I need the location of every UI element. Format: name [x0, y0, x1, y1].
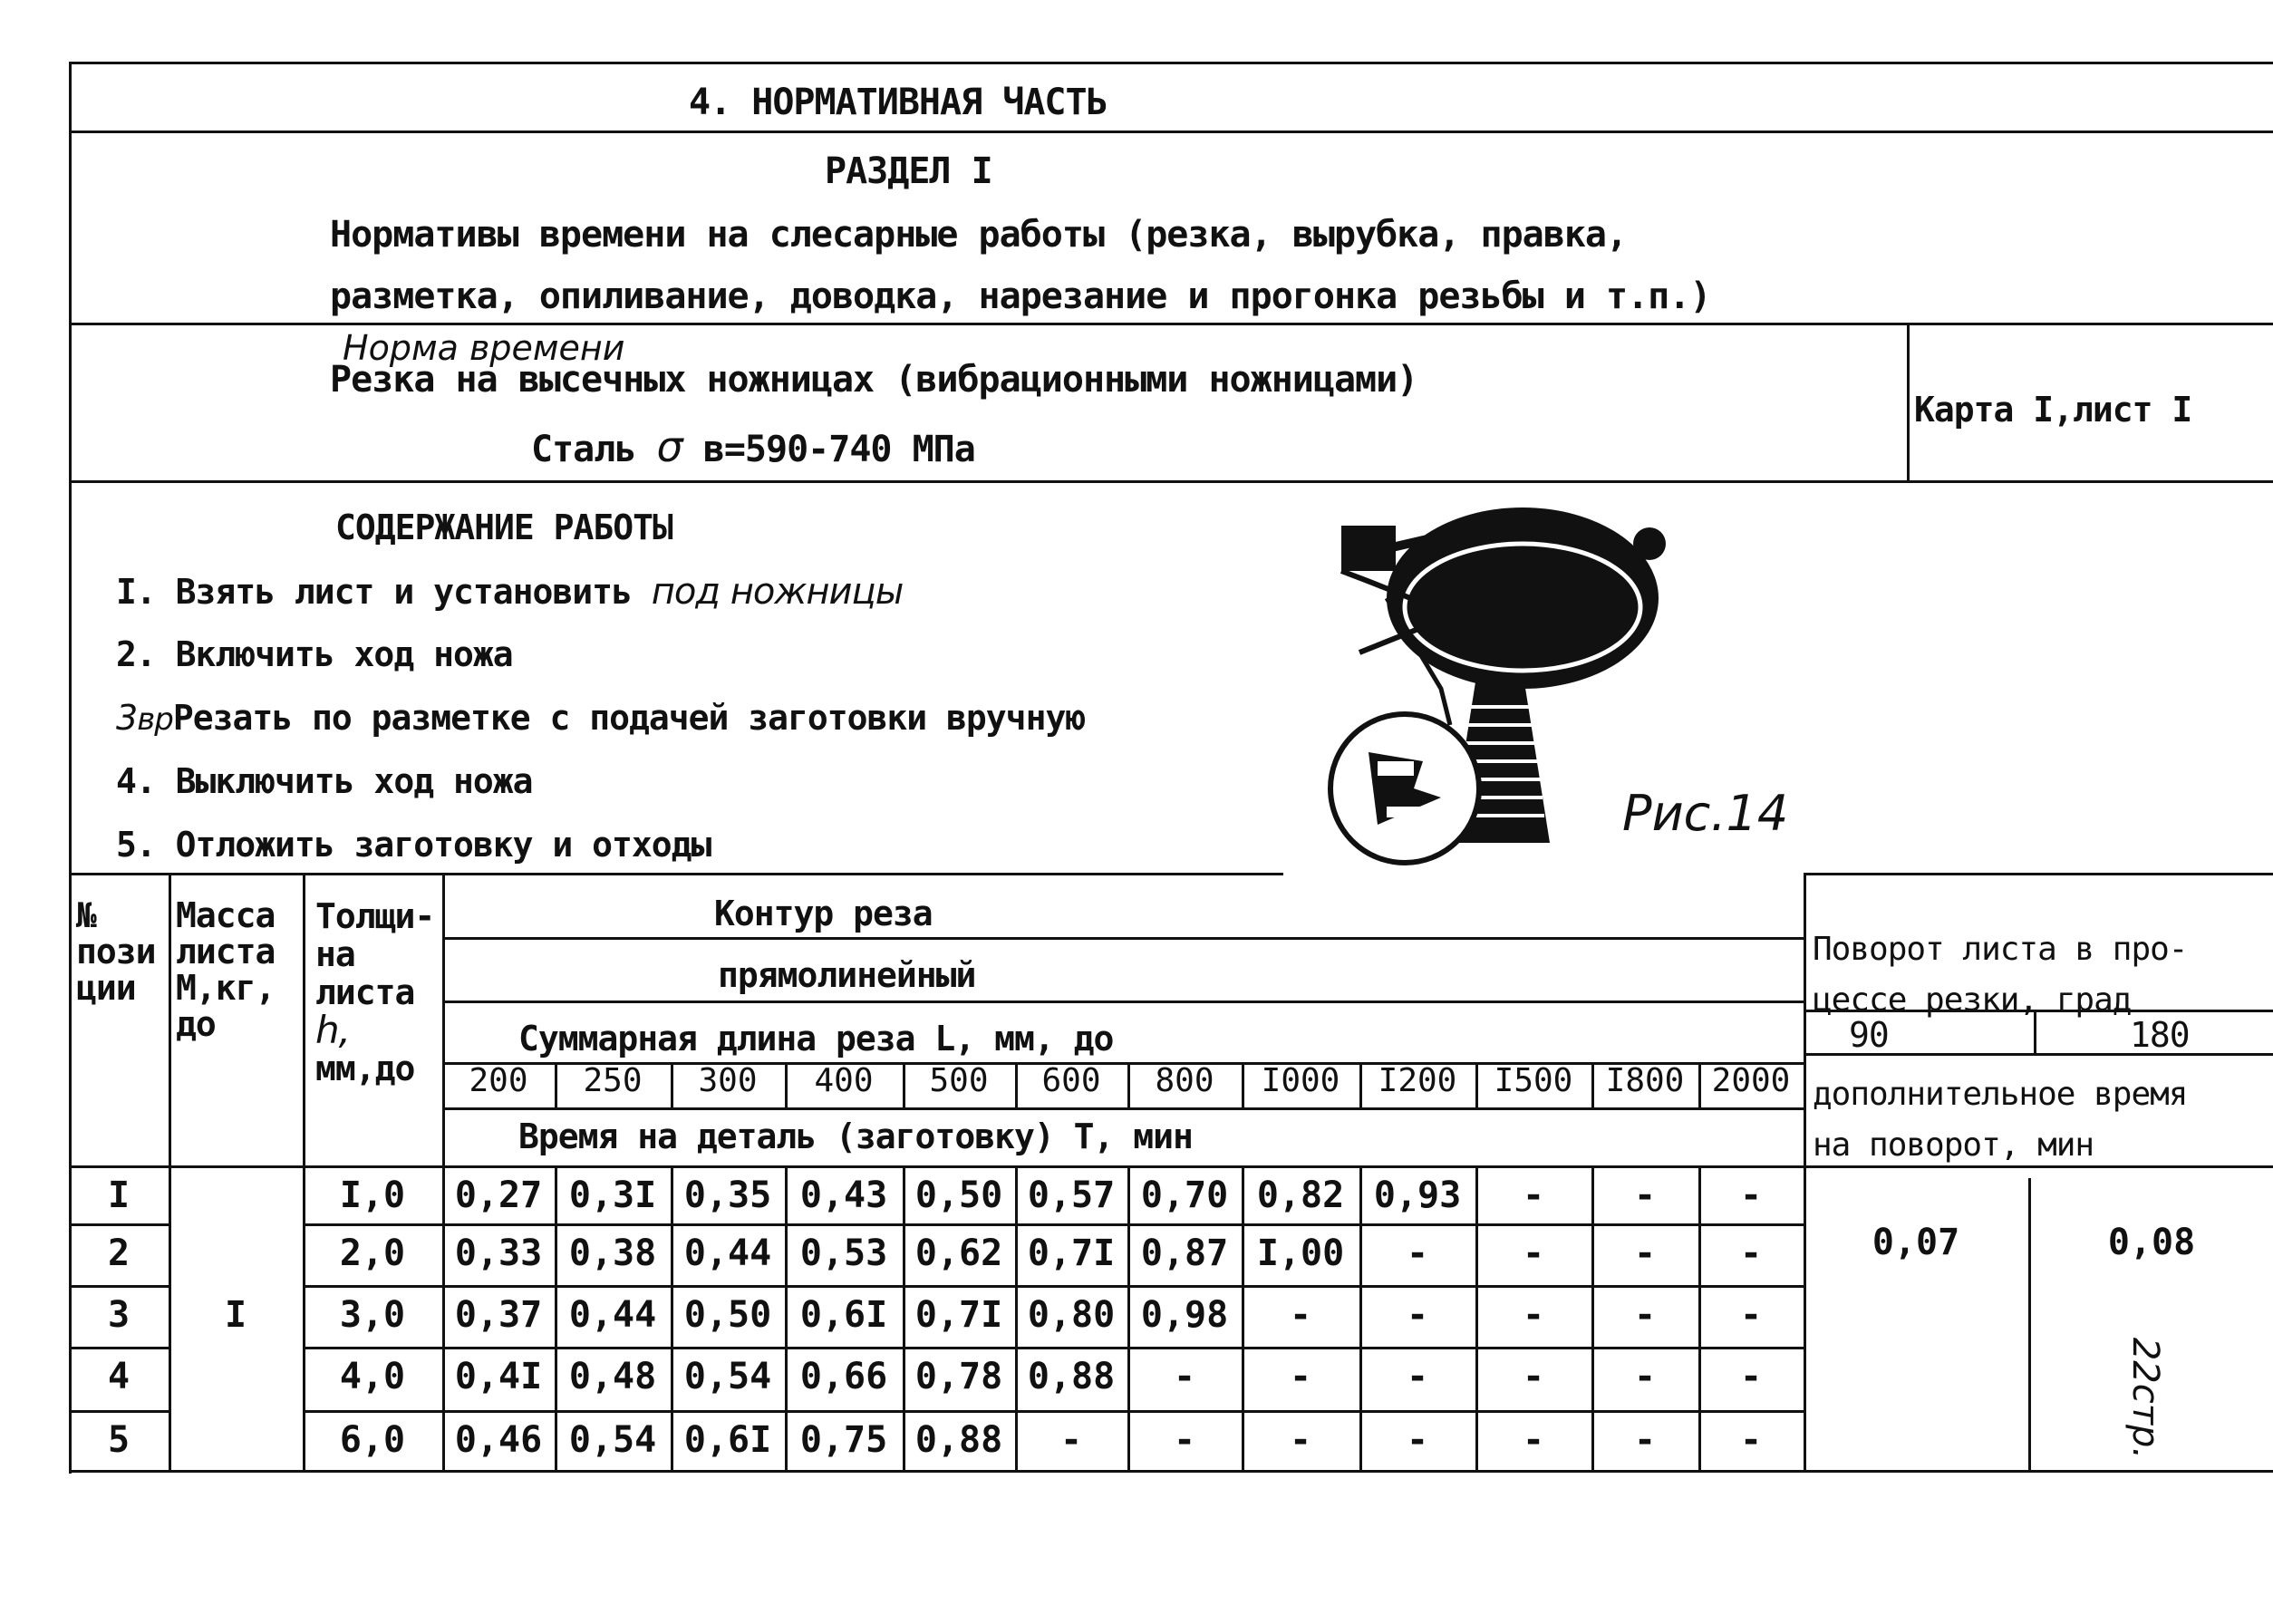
time-cell: 0,57: [1027, 1174, 1116, 1216]
row-thickness: 4,0: [339, 1356, 406, 1397]
divider-after-title: [69, 130, 2273, 133]
row-line-2: [69, 1285, 169, 1288]
time-cell: -: [1289, 1356, 1312, 1397]
time-cell: 0,48: [568, 1356, 657, 1397]
time-cell: -: [1739, 1294, 1763, 1336]
time-cell: 0,4I: [454, 1356, 543, 1397]
time-cell: 0,44: [683, 1232, 772, 1274]
time-cell: -: [1522, 1294, 1545, 1336]
card-divider: [1907, 323, 1910, 482]
work-step-5: 5. Отложить заготовку и отходы: [116, 825, 711, 865]
mass-value: I: [224, 1294, 247, 1336]
time-cell: -: [1173, 1419, 1196, 1461]
time-cell: 0,98: [1140, 1294, 1229, 1336]
work-step-4: 4. Выключить ход ножа: [116, 761, 533, 801]
row-thickness: 3,0: [339, 1294, 406, 1336]
row-line-time: [442, 1107, 1804, 1110]
figure-caption: Рис.14: [1622, 785, 1789, 842]
time-cell: 0,75: [799, 1419, 888, 1461]
time-cell: -: [1522, 1174, 1545, 1216]
time-cell: 0,33: [454, 1232, 543, 1274]
time-cell: 0,80: [1027, 1294, 1116, 1336]
top-border: [69, 62, 2273, 64]
length-header: 400: [814, 1062, 874, 1099]
row-line-3: [69, 1347, 169, 1349]
time-cell: -: [1289, 1419, 1312, 1461]
time-cell: -: [1406, 1294, 1429, 1336]
time-cell: -: [1739, 1232, 1763, 1274]
time-cell: 0,43: [799, 1174, 888, 1216]
time-cell: 0,50: [683, 1294, 772, 1336]
work-step-3: 3врРезать по разметке с подачей заготовки вручную: [116, 698, 1086, 738]
contour-type: прямолинейный: [718, 955, 976, 995]
work-step-1: I. Взять лист и установить под ножницы: [116, 571, 904, 613]
razdel-label: РАЗДЕЛ I: [825, 150, 992, 192]
time-cell: -: [1633, 1174, 1657, 1216]
time-cell: 0,54: [568, 1419, 657, 1461]
time-cell: -: [1406, 1419, 1429, 1461]
time-cell: 0,66: [799, 1356, 888, 1397]
extra-time-label: дополнительное время на поворот, мин: [1813, 1076, 2188, 1164]
time-cell: 0,7I: [1027, 1232, 1116, 1274]
time-cell: 0,87: [1140, 1232, 1229, 1274]
row-thickness: 6,0: [339, 1419, 406, 1461]
time-cell: 0,53: [799, 1232, 888, 1274]
time-cell: 0,54: [683, 1356, 772, 1397]
motor: [1341, 526, 1396, 571]
row-pos: I: [107, 1174, 131, 1216]
time-cell: 0,6I: [799, 1294, 888, 1336]
divider-before-table-right: [1804, 873, 2273, 875]
hdr-pos: № пози ции: [76, 895, 156, 1008]
time-cell: -: [1633, 1356, 1657, 1397]
time-cell: 0,88: [914, 1419, 1003, 1461]
time-cell: 0,62: [914, 1232, 1003, 1274]
steel-prefix: Сталь: [531, 429, 636, 470]
time-cell: -: [1059, 1419, 1083, 1461]
time-cell: 0,6I: [683, 1419, 772, 1461]
row-line-3b: [303, 1347, 1804, 1349]
divider-after-subtitle: [69, 323, 2273, 325]
time-cell: 0,70: [1140, 1174, 1229, 1216]
length-header: 200: [469, 1062, 528, 1099]
length-header: 2000: [1711, 1062, 1791, 1099]
time-cell: 0,3I: [568, 1174, 657, 1216]
rotation-label: Поворот листа в про- цессе резки, град: [1813, 931, 2188, 1019]
row-pos: 3: [107, 1294, 131, 1336]
row-line-2b: [303, 1285, 1804, 1288]
time-label: Время на деталь (заготовку) Т, мин: [518, 1116, 1193, 1156]
divider-before-table: [69, 873, 1283, 875]
extra-time-180: 0,08: [2107, 1222, 2196, 1263]
time-cell: 0,50: [914, 1174, 1003, 1216]
length-header: I000: [1261, 1062, 1340, 1099]
time-cell: 0,27: [454, 1174, 543, 1216]
time-cell: -: [1522, 1356, 1545, 1397]
work-step-2: 2. Включить ход ножа: [116, 634, 513, 674]
time-cell: -: [1633, 1419, 1657, 1461]
length-header: 250: [583, 1062, 643, 1099]
handwritten-norm-label: Норма времени: [343, 328, 625, 368]
hdr-mass: Масса листа М,кг, до: [176, 895, 276, 1044]
steel-value: в=590-740 МПа: [702, 429, 975, 470]
table-bottom: [69, 1470, 2273, 1473]
subtitle-line-1: Нормативы времени на слесарные работы (резка, вырубка, правка,: [330, 214, 1628, 256]
section-title: 4. НОРМАТИВНАЯ ЧАСТЬ: [689, 82, 1107, 123]
page-stamp: 22стр.: [2124, 1337, 2167, 1460]
norm-title: Резка на высечных ножницах (вибрационными ножницами): [330, 359, 1418, 401]
length-header: 300: [698, 1062, 758, 1099]
time-cell: I,00: [1256, 1232, 1345, 1274]
contour-label: Контур реза: [714, 894, 933, 933]
sigma-symbol: σ: [656, 422, 682, 471]
time-cell: 0,37: [454, 1294, 543, 1336]
steel-spec: [531, 422, 975, 471]
row-pos: 2: [107, 1232, 131, 1274]
time-cell: -: [1633, 1294, 1657, 1336]
time-cell: -: [1739, 1419, 1763, 1461]
divider-after-norm: [69, 480, 2273, 483]
time-cell: -: [1289, 1294, 1312, 1336]
row-pos: 4: [107, 1356, 131, 1397]
length-label: Суммарная длина реза L, мм, до: [518, 1019, 1114, 1058]
time-cell: -: [1406, 1232, 1429, 1274]
time-cell: 0,35: [683, 1174, 772, 1216]
row-line-type: [442, 1000, 1804, 1003]
length-header: 600: [1041, 1062, 1101, 1099]
row-thickness: 2,0: [339, 1232, 406, 1274]
length-header: 800: [1155, 1062, 1214, 1099]
row-pos: 5: [107, 1419, 131, 1461]
time-cell: 0,88: [1027, 1356, 1116, 1397]
time-cell: -: [1633, 1232, 1657, 1274]
row-line-contour: [442, 937, 1804, 940]
time-cell: 0,46: [454, 1419, 543, 1461]
time-cell: -: [1739, 1356, 1763, 1397]
col-line-right: [1804, 873, 1806, 1473]
time-cell: -: [1522, 1232, 1545, 1274]
time-cell: 0,44: [568, 1294, 657, 1336]
time-cell: 0,93: [1373, 1174, 1462, 1216]
length-header: I800: [1605, 1062, 1685, 1099]
work-heading: СОДЕРЖАНИЕ РАБОТЫ: [335, 508, 672, 547]
time-cell: 0,78: [914, 1356, 1003, 1397]
time-cell: -: [1173, 1356, 1196, 1397]
hdr-thick: Толщи- на листа h, мм,до: [315, 896, 435, 1088]
length-header: I200: [1378, 1062, 1457, 1099]
time-cell: 0,82: [1256, 1174, 1345, 1216]
row-line-1: [69, 1223, 169, 1226]
card-label: Карта I,лист I: [1914, 390, 2192, 430]
time-cell: -: [1522, 1419, 1545, 1461]
time-cell: 0,7I: [914, 1294, 1003, 1336]
row-line-4b: [303, 1410, 1804, 1413]
rotation-angle-180: 180: [2130, 1015, 2190, 1055]
length-header: I500: [1494, 1062, 1573, 1099]
subtitle-line-2: разметка, опиливание, доводка, нарезание и прогонка резьбы и т.п.): [330, 276, 1711, 317]
row-thickness: I,0: [339, 1174, 406, 1216]
extra-time-90: 0,07: [1872, 1222, 1960, 1263]
time-cell: -: [1739, 1174, 1763, 1216]
rotation-angle-90: 90: [1849, 1015, 1889, 1055]
row-line-1b: [303, 1223, 1804, 1226]
time-cell: 0,38: [568, 1232, 657, 1274]
time-cell: -: [1406, 1356, 1429, 1397]
col-line-pos: [169, 873, 171, 1473]
row-line-4: [69, 1410, 169, 1413]
length-header: 500: [929, 1062, 989, 1099]
